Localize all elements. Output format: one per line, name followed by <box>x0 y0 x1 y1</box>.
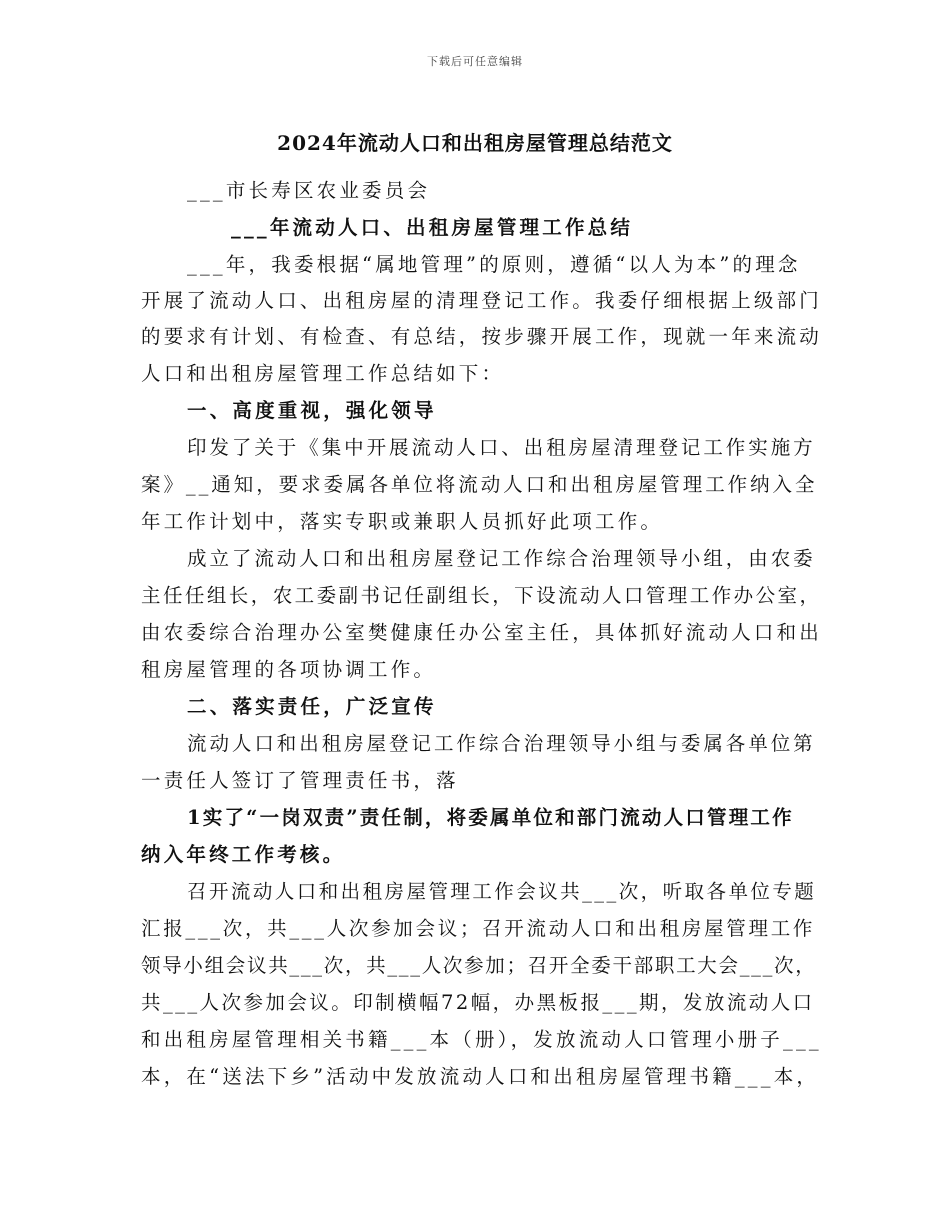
paragraph-line: 开展了流动人口、出租房屋的清理登记工作。我委仔细根据上级部门 <box>141 289 823 312</box>
paragraph-line: 汇报___次，共___人次参加会议；召开流动人口和出租房屋管理工作 <box>141 917 816 940</box>
paragraph-line: 成立了流动人口和出租房屋登记工作综合治理领导小组，由农委 <box>187 547 816 570</box>
section-heading-1: 一、高度重视，强化领导 <box>187 399 437 422</box>
paragraph-line: 的要求有计划、有检查、有总结，按步骤开展工作，现就一年来流动 <box>141 325 823 348</box>
paragraph-line: 领导小组会议共___次，共___人次参加；召开全委干部职工大会___次， <box>141 954 817 977</box>
paragraph-line: 印发了关于《集中开展流动人口、出租房屋清理登记工作实施方 <box>187 436 816 459</box>
bold-paragraph-line: 1实了“一岗双责”责任制，将委属单位和部门流动人口管理工作 <box>187 806 794 829</box>
paragraph-line: 召开流动人口和出租房屋管理工作会议共___次，听取各单位专题 <box>187 880 817 903</box>
paragraph-line: 一责任人签订了管理责任书，落 <box>141 769 459 792</box>
paragraph-line: 人口和出租房屋管理工作总结如下： <box>141 362 505 385</box>
paragraph-line: 租房屋管理的各项协调工作。 <box>141 658 437 681</box>
header-note: 下载后可任意编辑 <box>427 55 523 68</box>
paragraph-line: 流动人口和出租房屋登记工作综合治理领导小组与委属各单位第 <box>187 732 816 755</box>
subtitle: ___年流动人口、出租房屋管理工作总结 <box>231 216 634 239</box>
paragraph-line: 主任任组长，农工委副书记任副组长，下设流动人口管理工作办公室， <box>141 584 822 607</box>
bold-paragraph-line: 纳入年终工作考核。 <box>141 843 346 866</box>
paragraph-line: 本，在“送法下乡”活动中发放流动人口和出租房屋管理书籍___本， <box>141 1065 820 1088</box>
paragraph-line: 共___人次参加会议。印制横幅72幅，办黑板报___期，发放流动人口 <box>141 991 815 1014</box>
paragraph-line: 案》__通知，要求委属各单位将流动人口和出租房屋管理工作纳入全 <box>141 473 818 496</box>
paragraph-line: 和出租房屋管理相关书籍___本（册），发放流动人口管理小册子___ <box>141 1028 822 1051</box>
issuer-line: ___市长寿区农业委员会 <box>187 179 431 202</box>
section-heading-2: 二、落实责任，广泛宣传 <box>187 695 437 718</box>
paragraph-line: 年工作计划中，落实专职或兼职人员抓好此项工作。 <box>141 510 664 533</box>
document-title: 2024年流动人口和出租房屋管理总结范文 <box>277 131 673 155</box>
paragraph-line: ___年，我委根据“属地管理”的原则，遵循“以人为本”的理念 <box>187 253 801 276</box>
paragraph-line: 由农委综合治理办公室樊健康任办公室主任，具体抓好流动人口和出 <box>141 621 823 644</box>
